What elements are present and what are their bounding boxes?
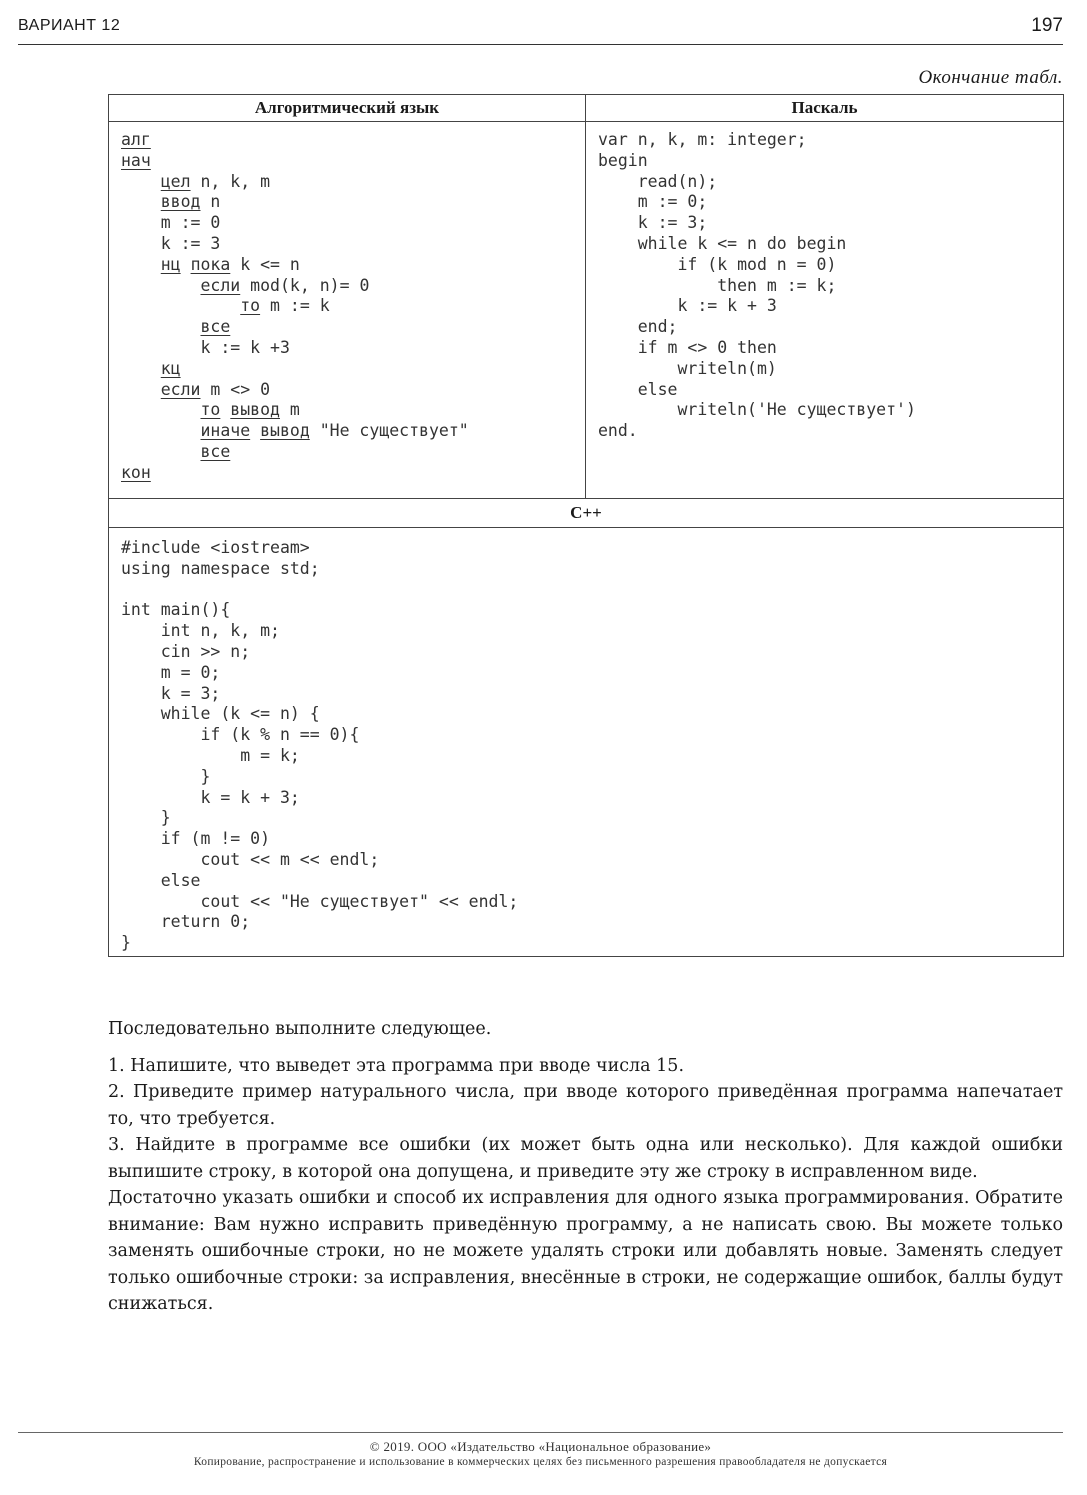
page-header <box>18 14 1063 45</box>
code-table <box>108 94 1064 957</box>
algo-line <box>121 442 585 463</box>
cpp-line: m = k; <box>121 745 300 765</box>
task-note: Достаточно указать ошибки и способ их исправления для одного языка программирования. Обратите внимание: Вам нужно исправить приведённую программу, а не написать свою. Вы можете только заменять ошибочные строки, но не можете удалять строки или добавлять новые. Заменять следует только ошибочные строки: за исправления, внесённые в строки, не содержащие ошибок, баллы будут снижаться. <box>108 1188 1064 1314</box>
code-text <box>121 400 200 419</box>
code-text: k <= n <box>230 254 300 274</box>
algo-line <box>121 151 585 172</box>
code-text <box>121 359 161 378</box>
table-caption: Окончание табл. <box>918 67 1063 88</box>
copyright-notice: Копирование, распространение и использование в коммерческих целях без письменного разрешения правообладателя не допускается <box>193 1456 888 1468</box>
keyword: нц <box>160 254 181 274</box>
pascal-line: else <box>598 379 678 399</box>
cpp-line: if (m != 0) <box>121 829 271 849</box>
cpp-line: else <box>121 870 201 890</box>
task-text <box>108 1016 1063 1318</box>
task-item-3: 3. Найдите в программе все ошибки (их может быть одна или несколько). Для каждой ошибки выпишите строку, в которой она допущена, и приведите эту же строку в исправленном виде. <box>108 1135 1063 1182</box>
code-text: n, k, m <box>190 171 271 191</box>
algo-line <box>121 380 585 401</box>
algo-line <box>121 317 585 338</box>
algo-line <box>121 463 585 484</box>
pascal-line: k := 3; <box>598 213 708 233</box>
algo-line <box>121 338 585 359</box>
code-text <box>250 421 260 440</box>
cpp-line: int main(){ <box>121 600 231 620</box>
cpp-line: while (k <= n) { <box>121 704 320 724</box>
algo-line <box>121 234 585 255</box>
pascal-line: end. <box>598 421 638 441</box>
cpp-line: cout << "Не существует" << endl; <box>121 891 519 911</box>
cpp-line <box>121 580 1063 601</box>
keyword: цел <box>160 171 191 191</box>
cpp-line: cin >> n; <box>121 641 251 661</box>
code-text: k := 3 <box>121 233 221 253</box>
algo-line <box>121 172 585 193</box>
cpp-line: cout << m << endl; <box>121 849 380 869</box>
algo-cell <box>109 122 586 499</box>
keyword: вывод <box>230 400 280 420</box>
pascal-line: begin <box>598 150 648 170</box>
algo-line <box>121 359 585 380</box>
code-text <box>121 421 200 440</box>
code-text <box>121 276 200 295</box>
algo-line <box>121 296 585 317</box>
header-cpp: C++ <box>109 499 1064 528</box>
code-text: m := k <box>260 296 330 316</box>
keyword: кц <box>160 358 181 378</box>
algo-line <box>121 400 585 421</box>
cpp-line: k = k + 3; <box>121 787 300 807</box>
page-number: 197 <box>1031 15 1063 36</box>
pascal-line: read(n); <box>598 171 718 191</box>
code-text <box>220 400 230 419</box>
code-text <box>121 380 161 399</box>
keyword: все <box>200 441 231 461</box>
code-text: mod(k, n)= 0 <box>240 275 370 295</box>
keyword: если <box>160 379 201 399</box>
pascal-line: if (k mod n = 0) <box>598 254 837 274</box>
pascal-line: if m <> 0 then <box>598 337 777 357</box>
cpp-line: m = 0; <box>121 662 221 682</box>
keyword: то <box>200 400 221 420</box>
keyword: если <box>200 275 241 295</box>
variant-label: ВАРИАНТ 12 <box>18 17 121 34</box>
code-text: k := k +3 <box>121 337 290 357</box>
keyword: иначе <box>200 421 251 441</box>
pascal-line: end; <box>598 317 678 337</box>
cpp-line: using namespace std; <box>121 558 320 578</box>
keyword: вывод <box>260 421 310 441</box>
algo-code <box>121 130 585 484</box>
algo-line <box>121 130 585 151</box>
code-text <box>121 192 161 211</box>
keyword: нач <box>121 150 151 170</box>
code-text <box>121 442 200 461</box>
cpp-line: } <box>121 933 131 953</box>
code-text <box>121 255 161 274</box>
algo-line <box>121 213 585 234</box>
task-item-1: 1. Напишите, что выведет эта программа при вводе числа 15. <box>108 1055 685 1076</box>
keyword: пока <box>190 254 231 274</box>
code-text <box>121 172 161 191</box>
pascal-line: then m := k; <box>598 275 837 295</box>
code-text <box>121 296 240 315</box>
pascal-line: while k <= n do begin <box>598 233 847 253</box>
cpp-line: } <box>121 808 171 828</box>
header-pascal: Паскаль <box>586 95 1064 122</box>
cpp-line: if (k % n == 0){ <box>121 725 360 745</box>
code-text: n <box>200 192 221 212</box>
code-text <box>121 317 200 336</box>
keyword: ввод <box>160 192 201 212</box>
algo-line <box>121 192 585 213</box>
cpp-line: k = 3; <box>121 683 221 703</box>
pascal-line: var n, k, m: integer; <box>598 130 807 149</box>
algo-line <box>121 421 585 442</box>
keyword: то <box>240 296 261 316</box>
algo-line <box>121 276 585 297</box>
cpp-code <box>121 538 1063 954</box>
copyright-line: © 2019. ООО «Издательство «Национальное образование» <box>369 1439 712 1454</box>
page-footer <box>18 1432 1063 1468</box>
cpp-line: int n, k, m; <box>121 621 280 641</box>
pascal-code <box>598 130 1063 442</box>
keyword: алг <box>121 130 151 149</box>
pascal-line: writeln('Не существует') <box>598 400 916 420</box>
keyword: все <box>200 317 231 337</box>
pascal-line: m := 0; <box>598 192 708 212</box>
cpp-line: } <box>121 766 211 786</box>
algo-line <box>121 255 585 276</box>
task-intro: Последовательно выполните следующее. <box>108 1019 492 1039</box>
keyword: кон <box>121 462 151 482</box>
code-text: m <box>279 400 300 420</box>
task-item-2: 2. Приведите пример натурального числа, при вводе которого приведённая программа напечатает то, что требуется. <box>108 1082 1063 1129</box>
pascal-cell <box>586 122 1064 499</box>
header-algorithmic-language: Алгоритмический язык <box>109 95 586 122</box>
code-text: "Не существует" <box>309 421 469 441</box>
code-text <box>181 255 191 274</box>
pascal-line: k := k + 3 <box>598 296 777 316</box>
cpp-line: return 0; <box>121 912 251 932</box>
cpp-line: #include <iostream> <box>121 538 310 557</box>
pascal-line: writeln(m) <box>598 358 777 378</box>
cpp-cell <box>109 528 1064 957</box>
code-text: m := 0 <box>121 213 221 233</box>
code-text: m <> 0 <box>200 379 271 399</box>
